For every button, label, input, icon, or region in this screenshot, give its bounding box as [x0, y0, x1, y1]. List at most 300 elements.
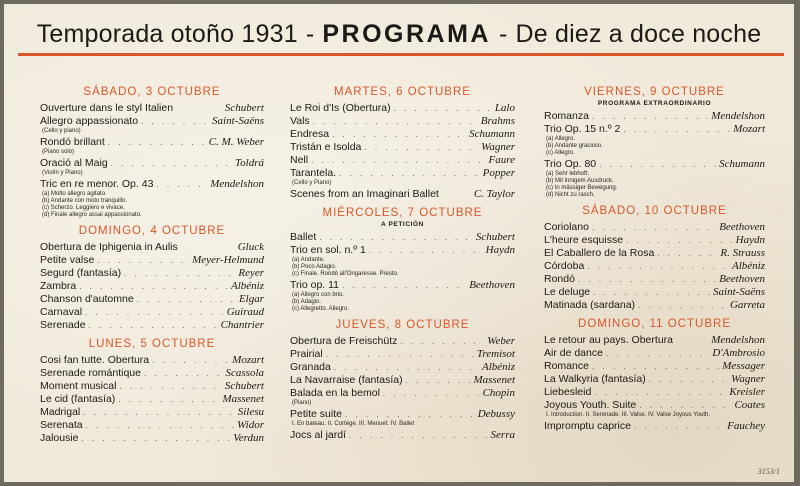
- program-line: [40, 241, 264, 254]
- dot-leader: [383, 387, 480, 400]
- program-line: [40, 432, 264, 445]
- program-item: [290, 115, 515, 128]
- program-item: [40, 406, 264, 419]
- program-line: [40, 280, 264, 293]
- piece-composer: Schubert: [224, 102, 264, 114]
- piece-composer: Mendelshon: [210, 178, 264, 190]
- dot-leader: [124, 267, 235, 280]
- movement-line: (d) Nicht zu rasch.: [546, 192, 595, 198]
- piece-title: Le Roi d'Is (Obertura): [290, 102, 391, 114]
- piece-title: Tric en re menor. Op. 43: [40, 178, 154, 190]
- program-item: [290, 279, 515, 313]
- movement-list: [544, 412, 765, 419]
- piece-title: Ouverture dans le styl Italien: [40, 102, 174, 114]
- program-line: [544, 334, 765, 347]
- dot-leader: [623, 123, 730, 136]
- piece-title: Vals: [290, 115, 310, 127]
- program-item: [544, 247, 765, 260]
- day-heading: LUNES, 5 OCTUBRE: [88, 338, 216, 350]
- movement-list: [290, 292, 515, 313]
- program-line: [40, 136, 264, 149]
- program-line: [290, 154, 515, 167]
- piece-title: Segurd (fantasía): [40, 267, 122, 279]
- dot-leader: [364, 141, 478, 154]
- program-line: [544, 420, 765, 433]
- dot-leader: [406, 374, 471, 387]
- movement-line: (a) Allegro con brio.: [292, 292, 345, 298]
- piece-title: Granada: [290, 361, 331, 373]
- day-heading: VIERNES, 9 OCTUBRE: [584, 86, 725, 98]
- program-line: [544, 373, 765, 386]
- program-line: [40, 293, 264, 306]
- program-item: [290, 167, 515, 187]
- program-line: [40, 254, 264, 267]
- program-item: [290, 408, 515, 428]
- piece-composer: Lalo: [494, 102, 515, 114]
- dot-leader: [326, 348, 474, 361]
- program-line: [544, 299, 765, 312]
- day-section: [40, 86, 264, 219]
- schedule-title: De diez a doce noche: [515, 20, 762, 48]
- movement-line: (b) Andante con moto tranquillo.: [42, 198, 128, 204]
- program-column-2: [290, 86, 515, 448]
- piece-composer: Toldrá: [235, 157, 264, 169]
- program-item: [544, 273, 765, 286]
- movement-list: [40, 170, 264, 177]
- dot-leader: [119, 380, 221, 393]
- program-line: [290, 188, 515, 201]
- dot-leader: [594, 386, 726, 399]
- program-item: [544, 347, 765, 360]
- dot-leader: [79, 280, 228, 293]
- piece-composer: Mendelshon: [711, 334, 765, 346]
- program-item: [290, 244, 515, 278]
- piece-composer: Scassola: [225, 367, 264, 379]
- piece-title: Endresa: [290, 128, 330, 140]
- piece-title: Carnaval: [40, 306, 83, 318]
- dot-leader: [369, 244, 483, 257]
- program-line: [290, 128, 515, 141]
- piece-composer: Meyer-Helmund: [192, 254, 264, 266]
- program-line: [290, 115, 515, 128]
- piece-composer: Mozart: [733, 123, 765, 135]
- piece-composer: Schumann: [469, 128, 515, 140]
- program-line: [544, 286, 765, 299]
- piece-composer: Weber: [487, 335, 515, 347]
- dot-leader: [634, 420, 724, 433]
- movement-list: [290, 257, 515, 278]
- day-section: [40, 338, 264, 445]
- piece-composer: Verdun: [233, 432, 264, 444]
- program-line: [290, 348, 515, 361]
- program-line: [544, 221, 765, 234]
- dot-leader: [345, 408, 475, 421]
- program-item: [290, 429, 515, 442]
- program-line: [290, 279, 515, 292]
- piece-title: Le cid (fantasía): [40, 393, 116, 405]
- program-item: [40, 102, 264, 115]
- program-line: [290, 244, 515, 257]
- program-item: [40, 280, 264, 293]
- piece-composer: D'Ambrosio: [712, 347, 765, 359]
- dot-leader: [592, 360, 719, 373]
- dot-leader: [587, 260, 729, 273]
- program-line: [40, 102, 264, 115]
- program-item: [544, 123, 765, 157]
- program-item: [544, 110, 765, 123]
- movement-line: (c) In mässiger Bewegung.: [546, 185, 618, 191]
- program-item: [290, 348, 515, 361]
- day-heading: SÁBADO, 10 OCTUBRE: [582, 205, 727, 217]
- program-item: [544, 334, 765, 347]
- program-item: [290, 361, 515, 374]
- program-item: [544, 158, 765, 199]
- piece-composer: Garreta: [729, 299, 765, 311]
- piece-title: Air de dance: [544, 347, 603, 359]
- dot-leader: [108, 136, 206, 149]
- piece-title: Tarantela.: [290, 167, 337, 179]
- piece-composer: Albéniz: [732, 260, 765, 272]
- piece-composer: C. Taylor: [473, 188, 515, 200]
- program-line: [290, 387, 515, 400]
- program-item: [40, 157, 264, 177]
- movement-line: (a) Allegro.: [546, 136, 576, 142]
- movement-line: (c) Allegro.: [546, 150, 575, 156]
- program-item: [290, 141, 515, 154]
- piece-composer: Serra: [490, 429, 515, 441]
- piece-title: Romanza: [544, 110, 589, 122]
- movement-list: [290, 421, 515, 428]
- piece-composer: Fauchey: [727, 420, 765, 432]
- piece-composer: Saint-Saëns: [212, 115, 264, 127]
- program-item: [40, 380, 264, 393]
- program-item: [40, 115, 264, 135]
- piece-composer: Wagner: [481, 141, 515, 153]
- program-item: [544, 221, 765, 234]
- piece-title: Zambra: [40, 280, 77, 292]
- dot-leader: [626, 234, 733, 247]
- day-section: [40, 225, 264, 332]
- program-line: [40, 115, 264, 128]
- piece-title: La Navarraise (fantasía): [290, 374, 403, 386]
- movement-line: (a) Sehr lebhoft.: [546, 171, 590, 177]
- program-line: [544, 123, 765, 136]
- piece-composer: Popper: [482, 167, 515, 179]
- movement-line: (Violín y Piano): [42, 170, 83, 176]
- program-line: [290, 408, 515, 421]
- program-line: [40, 393, 264, 406]
- program-item: [290, 374, 515, 387]
- program-item: [290, 387, 515, 407]
- program-item: [40, 419, 264, 432]
- program-item: [544, 386, 765, 399]
- dot-leader: [394, 102, 492, 115]
- piece-title: Rondó: [544, 273, 575, 285]
- day-heading: MARTES, 6 OCTUBRE: [334, 86, 471, 98]
- piece-title: Moment musical: [40, 380, 117, 392]
- dot-leader: [137, 293, 236, 306]
- program-item: [40, 367, 264, 380]
- piece-title: Oració al Maig: [40, 157, 108, 169]
- program-line: [544, 247, 765, 260]
- program-line: [544, 273, 765, 286]
- piece-title: Serenade: [40, 319, 86, 331]
- piece-title: Nell: [290, 154, 309, 166]
- dot-leader: [657, 247, 717, 260]
- piece-title: Trio Op. 80: [544, 158, 597, 170]
- piece-composer: Guiraud: [226, 306, 264, 318]
- piece-title: Córdoba: [544, 260, 585, 272]
- piece-composer: Silesu: [237, 406, 264, 418]
- program-line: [40, 306, 264, 319]
- program-item: [290, 231, 515, 244]
- movement-line: I. Introduction. II. Serenade. III. Valse. IV. Valse Joyous Youth.: [546, 412, 710, 418]
- programa-title: PROGRAMA: [322, 20, 491, 48]
- movement-line: (Cello y Piano): [292, 180, 332, 186]
- dot-leader: [141, 115, 209, 128]
- piece-composer: Coates: [734, 399, 765, 411]
- dot-leader: [339, 167, 479, 180]
- dot-leader: [319, 231, 473, 244]
- movement-line: (b) Poco Adagio.: [292, 264, 337, 270]
- piece-composer: Widor: [237, 419, 264, 431]
- program-item: [40, 178, 264, 219]
- day-heading: DOMINGO, 4 OCTUBRE: [78, 225, 226, 237]
- program-line: [290, 167, 515, 180]
- movement-line: (Piano solo): [42, 149, 75, 155]
- movement-list: [40, 128, 264, 135]
- piece-composer: Massenet: [473, 374, 515, 386]
- movement-line: (b) Andante gracioso.: [546, 143, 604, 149]
- piece-composer: Schubert: [224, 380, 264, 392]
- program-line: [290, 429, 515, 442]
- program-item: [40, 267, 264, 280]
- program-item: [544, 260, 765, 273]
- piece-title: Chanson d'automne: [40, 293, 134, 305]
- day-heading: MIÉRCOLES, 7 OCTUBRE: [322, 207, 483, 219]
- program-line: [544, 360, 765, 373]
- piece-composer: Chantrier: [220, 319, 264, 331]
- program-item: [40, 319, 264, 332]
- program-item: [40, 306, 264, 319]
- piece-composer: Albéniz: [231, 280, 264, 292]
- movement-line: (c) Finale. Rondó all'Ongaresse. Presto.: [292, 271, 399, 277]
- dot-leader: [649, 373, 728, 386]
- piece-title: Obertura de Freischütz: [290, 335, 398, 347]
- dot-leader: [111, 157, 232, 170]
- day-section: [544, 86, 765, 199]
- program-line: [544, 386, 765, 399]
- piece-composer: Massenet: [222, 393, 264, 405]
- day-note: PROGRAMA EXTRAORDINARIO: [597, 100, 712, 107]
- program-line: [40, 406, 264, 419]
- day-heading: JUEVES, 8 OCTUBRE: [335, 319, 470, 331]
- program-item: [544, 373, 765, 386]
- movement-list: [544, 171, 765, 199]
- dot-leader: [311, 154, 485, 167]
- piece-title: Allegro appassionato: [40, 115, 139, 127]
- dot-leader: [349, 429, 488, 442]
- program-line: [544, 260, 765, 273]
- program-line: [290, 102, 515, 115]
- dot-leader: [118, 393, 219, 406]
- program-item: [544, 234, 765, 247]
- movement-list: [40, 149, 264, 156]
- program-item: [290, 335, 515, 348]
- piece-title: Jalousie: [40, 432, 79, 444]
- program-sheet: [4, 4, 794, 482]
- piece-composer: Mendelshon: [711, 110, 765, 122]
- piece-title: Petite valse: [40, 254, 95, 266]
- archive-stamp: 3153/1: [757, 467, 780, 476]
- day-note: A PETICIÓN: [381, 221, 424, 228]
- movement-line: (b) Mit innigem Ausdruck.: [546, 178, 614, 184]
- piece-title: Ballet: [290, 231, 317, 243]
- movement-line: (b) Adagio.: [292, 299, 322, 305]
- movement-line: (d) Finale allegro assai appassionato.: [42, 212, 142, 218]
- program-line: [40, 354, 264, 367]
- program-line: [40, 178, 264, 191]
- title-dash: -: [305, 20, 315, 48]
- program-line: [544, 347, 765, 360]
- dot-leader: [144, 367, 223, 380]
- piece-title: Romance: [544, 360, 589, 372]
- dot-leader: [85, 306, 224, 319]
- program-item: [40, 136, 264, 156]
- piece-title: Le retour au pays. Obertura: [544, 334, 673, 346]
- piece-composer: Saint-Saëns: [713, 286, 765, 298]
- piece-title: Coriolano: [544, 221, 589, 233]
- dot-leader: [578, 273, 716, 286]
- movement-line: (a) Molto allegro agitato.: [42, 191, 107, 197]
- program-item: [40, 354, 264, 367]
- piece-title: Scenes from an Imaginari Ballet: [290, 188, 439, 200]
- piece-title: Joyous Youth. Suite: [544, 399, 637, 411]
- header-rule: [18, 53, 784, 56]
- piece-composer: C. M. Weber: [208, 136, 264, 148]
- program-item: [40, 254, 264, 267]
- day-section: [290, 319, 515, 442]
- movement-line: (c) Scherzo. Leggiero e vivace.: [42, 205, 125, 211]
- program-item: [290, 102, 515, 115]
- piece-title: Serenata: [40, 419, 83, 431]
- program-column-1: [40, 86, 264, 451]
- piece-title: Madrigal: [40, 406, 81, 418]
- piece-composer: Wagner: [731, 373, 765, 385]
- title-dash: -: [498, 20, 508, 48]
- program-line: [40, 419, 264, 432]
- program-line: [40, 367, 264, 380]
- movement-list: [544, 136, 765, 157]
- piece-composer: Elgar: [238, 293, 264, 305]
- day-section: [290, 86, 515, 201]
- program-item: [290, 154, 515, 167]
- piece-composer: Beethoven: [719, 221, 765, 233]
- program-item: [544, 420, 765, 433]
- program-item: [544, 360, 765, 373]
- movement-line: I. En bateau. II. Cortège. III. Menuet. IV. Ballet: [292, 421, 415, 427]
- movement-line: (c) Allegretto. Allegro.: [292, 306, 350, 312]
- piece-composer: Schubert: [475, 231, 515, 243]
- program-line: [290, 361, 515, 374]
- program-line: [290, 141, 515, 154]
- piece-composer: Kreisler: [729, 386, 765, 398]
- program-item: [544, 399, 765, 419]
- program-item: [40, 393, 264, 406]
- movement-line: (a) Andante.: [292, 257, 325, 263]
- piece-composer: Tremisot: [476, 348, 515, 360]
- dot-leader: [334, 361, 479, 374]
- piece-composer: Reyer: [238, 267, 264, 279]
- piece-title: Rondó brillant: [40, 136, 105, 148]
- piece-title: Balada en la bemol: [290, 387, 380, 399]
- program-item: [544, 299, 765, 312]
- piece-composer: Haydn: [735, 234, 765, 246]
- program-line: [544, 158, 765, 171]
- program-item: [290, 188, 515, 201]
- piece-title: Obertura de Iphigenia in Aulis: [40, 241, 178, 253]
- program-item: [40, 293, 264, 306]
- dot-leader: [592, 110, 708, 123]
- day-section: [290, 207, 515, 313]
- piece-composer: Gluck: [237, 241, 264, 253]
- piece-title: Cosi fan tutte. Obertura: [40, 354, 150, 366]
- piece-composer: Schumann: [719, 158, 765, 170]
- piece-composer: Chopin: [482, 387, 515, 399]
- dot-leader: [83, 406, 234, 419]
- day-section: [544, 205, 765, 312]
- piece-title: Le deluge: [544, 286, 591, 298]
- movement-line: (Cello y piano): [42, 128, 81, 134]
- dot-leader: [606, 347, 709, 360]
- piece-composer: Haydn: [485, 244, 515, 256]
- program-line: [290, 231, 515, 244]
- program-column-3: [544, 86, 765, 439]
- program-item: [40, 241, 264, 254]
- dot-leader: [89, 319, 218, 332]
- program-line: [290, 374, 515, 387]
- dot-leader: [86, 419, 234, 432]
- movement-list: [290, 400, 515, 407]
- program-line: [544, 110, 765, 123]
- program-line: [40, 319, 264, 332]
- piece-title: Trio Op. 15 n.º 2: [544, 123, 621, 135]
- movement-line: (Piano): [292, 400, 312, 406]
- piece-composer: Faure: [488, 154, 515, 166]
- piece-title: Jocs al jardí: [290, 429, 347, 441]
- piece-title: La Walkyria (fantasía): [544, 373, 646, 385]
- day-heading: SÁBADO, 3 OCTUBRE: [83, 86, 221, 98]
- dot-leader: [82, 432, 231, 445]
- piece-title: Trio en sol. n.º 1: [290, 244, 366, 256]
- program-line: [544, 234, 765, 247]
- program-line: [544, 399, 765, 412]
- season-title: Temporada otoño 1931: [36, 20, 298, 48]
- dot-leader: [152, 354, 229, 367]
- piece-title: Petite suite: [290, 408, 342, 420]
- page-title: [4, 20, 794, 49]
- dot-leader: [639, 399, 731, 412]
- dot-leader: [593, 286, 710, 299]
- dot-leader: [156, 178, 207, 191]
- program-item: [40, 432, 264, 445]
- piece-title: Liebesleid: [544, 386, 592, 398]
- piece-title: Trio op. 11: [290, 279, 340, 291]
- dot-leader: [638, 299, 727, 312]
- day-heading: DOMINGO, 11 OCTUBRE: [578, 318, 731, 330]
- program-line: [40, 380, 264, 393]
- piece-title: El Caballero de la Rosa: [544, 247, 655, 259]
